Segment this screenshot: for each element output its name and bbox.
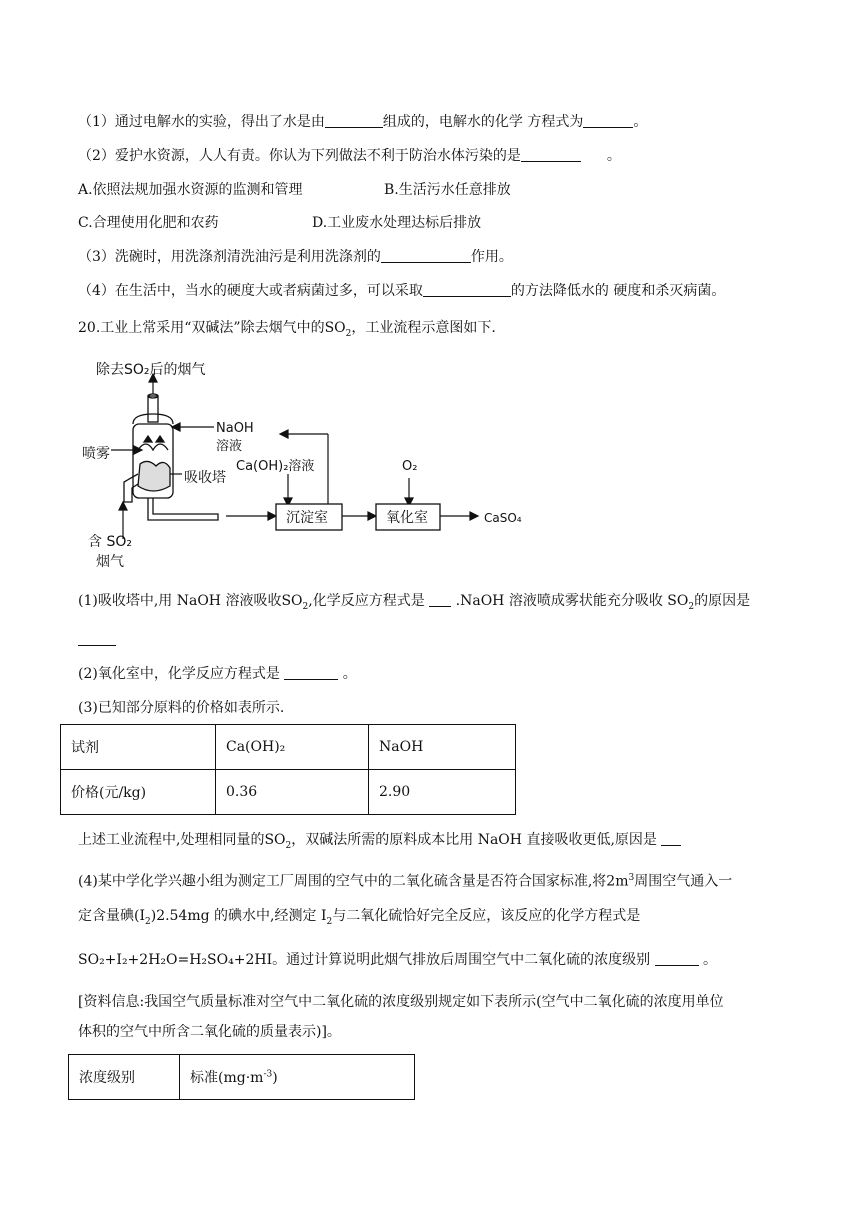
table-row — [61, 770, 516, 815]
q19-part1: （1）通过电解水的实验，得出了水是由 组成的，电解水的化学 方程式为 。 — [78, 114, 648, 130]
answer-blank[interactable] — [325, 113, 383, 128]
q20-sub2: (2)氧化室中，化学反应方程式是 。 — [78, 666, 357, 682]
diagram-label-o2: O₂ — [402, 459, 418, 474]
q20-sub1: (1)吸收塔中,用 NaOH 溶液吸收$SO_2$,化学反应方程式是 .NaOH 溶液喷成雾状能充分吸收 $SO_2$的原因是 — [78, 593, 751, 612]
q20-sub4-cont: 定含量碘$(I_2)2.54mg$ 的碘水中,经测定 $I_2$与二氧化硫恰好完全反应，该反应的化学方程式是 — [78, 908, 641, 927]
answer-blank[interactable] — [381, 248, 471, 263]
answer-blank[interactable] — [423, 282, 511, 297]
answer-blank[interactable] — [521, 147, 581, 162]
table-cell: 2.90 — [369, 770, 516, 815]
table-cell: 0.36 — [216, 770, 369, 815]
option-d: D.工业废水处理达标后排放 — [312, 215, 482, 231]
table-cell: 浓度级别 — [69, 1055, 180, 1100]
answer-blank[interactable] — [583, 113, 633, 128]
table-cell: NaOH — [369, 725, 516, 770]
q20-sub3-question: 上述工业流程中,处理相同量的$SO_2$，双碱法所需的原料成本比用 NaOH 直接吸收更低,原因是 — [78, 830, 681, 856]
q19-part2: （2）爱护水资源，人人有责。你认为下列做法不利于防治水体污染的是 。 — [78, 148, 621, 164]
diagram-label-spray: 喷雾 — [82, 446, 110, 462]
info-line-1: [资料信息:我国空气质量标准对空气中二氧化硫的浓度级别规定如下表所示(空气中二氧化硫的浓度用单位 — [78, 994, 724, 1010]
diagram-label-naoh-solution: 溶液 — [216, 439, 243, 454]
absorption-tower — [124, 394, 218, 520]
q20-sub3: (3)已知部分原料的价格如表所示. — [78, 700, 285, 716]
table-row — [69, 1055, 415, 1100]
table-cell: 价格(元/kg) — [61, 770, 216, 815]
diagram-label-precipitation-room: 沉淀室 — [286, 510, 328, 526]
answer-blank[interactable] — [655, 951, 699, 966]
info-line-2: 体积的空气中所含二氧化硫的质量表示)]。 — [78, 1024, 341, 1040]
answer-blank[interactable] — [78, 631, 116, 646]
option-b: B.生活污水任意排放 — [384, 182, 511, 198]
diagram-label-outlet-gas: 除去SO₂后的烟气 — [96, 362, 206, 378]
diagram-label-inlet: 含 SO₂ — [88, 534, 132, 550]
q20-equation: SO₂+I₂+2H₂O=H₂SO₄+2HI。通过计算说明此烟气排放后周围空气中二氧化硫的浓度级别 。 — [78, 952, 718, 968]
table-cell: 试剂 — [61, 725, 216, 770]
q20-sub4: (4)某中学化学兴趣小组为测定工厂周围的空气中的二氧化硫含量是否符合国家标准,将$2m^3$周围空气通入一 — [78, 873, 733, 890]
table-cell: 标准$(mg\cdot m^{-3})$ — [180, 1055, 415, 1100]
process-flow-diagram — [78, 354, 548, 576]
answer-blank[interactable] — [284, 665, 338, 680]
q20-sub1-blank — [78, 630, 116, 650]
q19-part3: （3）洗碗时，用洗涤剂清洗油污是利用洗涤剂的 作用。 — [78, 249, 513, 265]
answer-blank[interactable] — [661, 831, 681, 846]
option-a: A.依照法规加强水资源的监测和管理 — [78, 182, 303, 198]
table-row — [61, 725, 516, 770]
concentration-table — [68, 1054, 415, 1100]
diagram-label-tower: 吸收塔 — [184, 470, 226, 486]
diagram-label-inlet-gas: 烟气 — [96, 554, 124, 570]
option-c: C.合理使用化肥和农药 — [78, 215, 219, 231]
table-cell: Ca(OH)₂ — [216, 725, 369, 770]
diagram-label-naoh: NaOH — [216, 421, 254, 436]
diagram-label-caoh2: Ca(OH)₂溶液 — [236, 459, 315, 474]
diagram-label-product: CaSO₄ — [484, 511, 522, 525]
price-table — [60, 724, 516, 815]
answer-blank[interactable] — [429, 592, 451, 607]
diagram-label-oxidation-room: 氧化室 — [386, 510, 428, 526]
q20-intro: 20.工业上常采用“双碱法”除去烟气中的$SO_2$，工业流程示意图如下. — [78, 320, 496, 339]
q19-part4: （4）在生活中，当水的硬度大或者病菌过多，可以采取 的方法降低水的 硬度和杀灭病菌。 — [78, 283, 726, 299]
